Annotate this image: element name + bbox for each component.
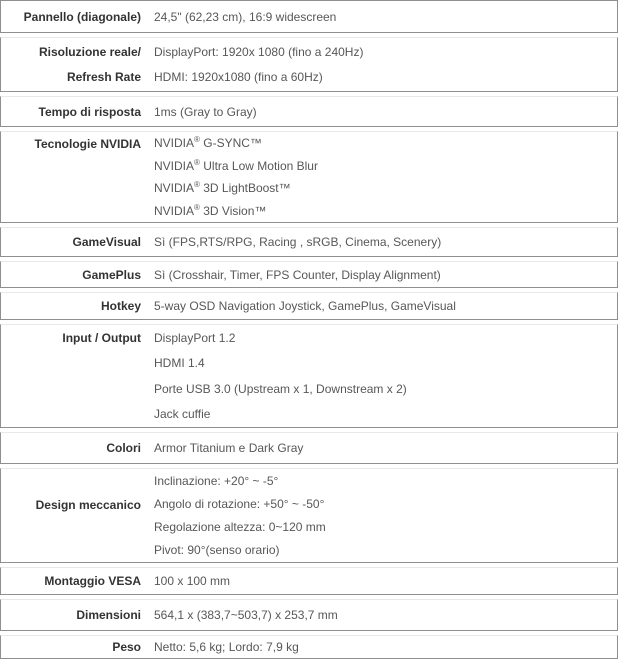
spec-row-tecnologie-nvidia xyxy=(0,131,618,223)
spec-row-design-meccanico xyxy=(0,468,618,563)
spec-row-dimensioni xyxy=(0,599,618,631)
spec-label: Hotkey xyxy=(100,299,141,313)
spec-row-tempo-risposta xyxy=(0,96,618,127)
spec-label: Risoluzione reale/ xyxy=(38,45,141,59)
spec-value-line: HDMI 1.4 xyxy=(154,356,205,371)
spec-value-line: Netto: 5,6 kg; Lordo: 7,9 kg xyxy=(154,640,299,654)
spec-label: Peso xyxy=(112,640,141,654)
spec-value-line: NVIDIA® 3D LightBoost™ xyxy=(154,180,291,196)
spec-label: Design meccanico xyxy=(35,498,141,512)
spec-value-line: 564,1 x (383,7~503,7) x 253,7 mm xyxy=(154,608,338,622)
spec-row-risoluzione xyxy=(0,37,618,92)
spec-value-line: Jack cuffie xyxy=(154,407,211,422)
spec-label: Montaggio VESA xyxy=(44,574,141,588)
spec-row-montaggio-vesa xyxy=(0,567,618,595)
spec-row-gameplus xyxy=(0,261,618,288)
spec-value-line: Inclinazione: +20° ~ -5° xyxy=(154,473,279,488)
spec-value-line: NVIDIA® G-SYNC™ xyxy=(154,135,262,151)
spec-value-line: NVIDIA® Ultra Low Motion Blur xyxy=(154,157,318,173)
spec-value-line: 1ms (Gray to Gray) xyxy=(154,104,257,119)
spec-value-line: DisplayPort 1.2 xyxy=(154,330,236,345)
spec-value-line: Sì (FPS,RTS/RPG, Racing , sRGB, Cinema, Scenery) xyxy=(154,235,442,249)
spec-label: Dimensioni xyxy=(76,608,141,622)
spec-label: Input / Output xyxy=(62,331,141,345)
spec-row-gamevisual xyxy=(0,227,618,257)
spec-value-line: Angolo di rotazione: +50° ~ -50° xyxy=(154,496,325,511)
spec-label: Tecnologie NVIDIA xyxy=(34,136,141,151)
spec-label: Refresh Rate xyxy=(66,70,141,84)
spec-label: Pannello (diagonale) xyxy=(23,9,141,24)
spec-value-line: Sì (Crosshair, Timer, FPS Counter, Display Alignment) xyxy=(154,267,441,282)
spec-value-line: NVIDIA® 3D Vision™ xyxy=(154,202,267,218)
spec-row-hotkey xyxy=(0,292,618,320)
spec-value-line: Porte USB 3.0 (Upstream x 1, Downstream x 2) xyxy=(154,381,407,396)
spec-label: GameVisual xyxy=(72,235,141,249)
spec-row-pannello xyxy=(0,0,618,33)
spec-value-line: HDMI: 1920x1080 (fino a 60Hz) xyxy=(154,70,323,84)
spec-row-input-output xyxy=(0,324,618,428)
spec-value-line: DisplayPort: 1920x 1080 (fino a 240Hz) xyxy=(154,45,364,59)
spec-label: GamePlus xyxy=(82,267,141,282)
spec-value-line: Armor Titanium e Dark Gray xyxy=(154,441,304,455)
spec-value-line: 24,5" (62,23 cm), 16:9 widescreen xyxy=(154,9,337,24)
spec-value-line: Pivot: 90°(senso orario) xyxy=(154,543,280,558)
spec-label: Colori xyxy=(106,441,141,455)
spec-label: Tempo di risposta xyxy=(38,104,141,119)
spec-value-line: 5-way OSD Navigation Joystick, GamePlus, GameVisual xyxy=(154,299,456,313)
spec-value-line: Regolazione altezza: 0~120 mm xyxy=(154,520,326,535)
spec-row-colori xyxy=(0,432,618,464)
spec-row-peso xyxy=(0,635,618,659)
spec-value-line: 100 x 100 mm xyxy=(154,574,231,588)
